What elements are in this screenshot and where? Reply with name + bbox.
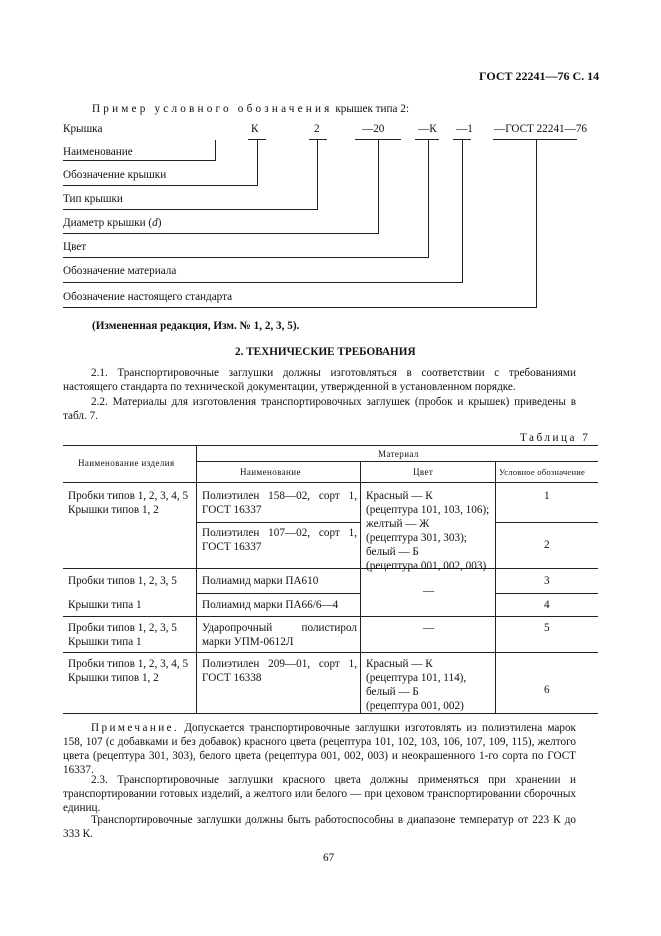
table-vline-2 [360,461,361,714]
th-item: Наименование изделия [78,458,175,468]
table-bottom-line [63,713,598,714]
cell-name-5: Ударопрочный полистирол марки УПМ-0612Л [202,622,357,648]
example-title [92,102,409,116]
token-type: 2 [314,123,320,135]
label-diameter [63,216,161,230]
token-color: —К [418,123,437,135]
leader-material-h [63,282,463,283]
row-sep-1-code [495,522,598,523]
th-material: Материал [378,449,419,459]
cell-name-6: Полиэтилен 209—01, сорт 1, ГОСТ 16338 [202,658,357,684]
row-sep-3-code [495,593,598,594]
cell-name-3: Полиамид марки ПА610 [202,575,319,587]
th-code: Условное обозначение [499,467,586,477]
token-k: К [251,123,259,135]
leader-standard-v [536,140,537,308]
label-standard: Обозначение настоящего стандарта [63,291,233,303]
table-header-bottom [63,482,598,483]
label-color: Цвет [63,241,87,253]
cell-code-1: 1 [544,490,550,502]
cell-color-6: Красный — К (рецептура 101, 114), белый — Б (рецептура 001, 002) [366,658,467,712]
diameter-symbol: d [152,217,158,229]
leader-k-v [257,140,258,186]
cell-item-6: Пробки типов 1, 2, 3, 4, 5 Крышки типов 1, 2 [68,658,189,684]
cell-code-3: 3 [544,575,550,587]
leader-material-v [462,140,463,283]
bar-type [309,139,327,140]
table-vline-3 [495,461,496,714]
cell-code-2: 2 [544,539,550,551]
cell-item-1: Пробки типов 1, 2, 3, 4, 5 Крышки типов 1, 2 [68,490,189,516]
example-suffix: крышек типа 2: [332,103,409,115]
token-diameter: —20 [362,123,385,135]
revision-note: (Измененная редакция, Изм. № 1, 2, 3, 5). [92,320,300,332]
leader-name-h [63,160,216,161]
cell-color-3-4: — [423,585,435,597]
th-name: Наименование [240,467,301,477]
table-vline-1 [196,445,197,714]
label-material: Обозначение материала [63,265,177,277]
page-header: ГОСТ 22241—76 С. 14 [479,69,600,83]
paragraph-2-2: 2.2. Материалы для изготовления транспортировочных заглушек (пробок и крышек) приведены в табл. 7. [63,396,576,422]
label-name: Наименование [63,146,133,158]
bar-standard [493,139,577,140]
row-sep-5 [63,652,598,653]
cell-name-2: Полиэтилен 107—02, сорт 1, ГОСТ 16337 [202,527,357,553]
cell-name-4: Полиамид марки ПА66/6—4 [202,599,339,611]
cell-name-1: Полиэтилен 158—02, сорт 1, ГОСТ 16337 [202,490,357,516]
table-caption: Таблица 7 [520,432,591,444]
cell-item-4: Крышки типа 1 [68,599,142,611]
page-number: 67 [323,852,335,864]
row-sep-1-name [196,522,361,523]
table-top-line [63,445,598,446]
row-sep-3-name [196,593,361,594]
token-material: —1 [456,123,473,135]
table-note [63,721,576,777]
section-title: 2. ТЕХНИЧЕСКИЕ ТРЕБОВАНИЯ [235,346,416,358]
cell-code-6: 6 [544,684,550,696]
note-text: Допускается транспортировочные заглушки изготовлять из полиэтилена марок 158, 107 (с добавками и без добавок) красного цвета (рецептура 101, 102, 103, 106, 107, 109, 115), желтого цвета (рецептура 301, 303), белого цвета (рецептура 001, 002, 003) и неокрашенного 1-го сорта по ГОСТ 16337. [63,722,576,776]
example-prefix: Пример условного обозначения [92,103,333,115]
paragraph-2-3: 2.3. Транспортировочные заглушки красного цвета должны применяться при хранении и транспортировании готовых изделий, а желтого или белого — при цеховом транспортировании сборочных единиц. [63,774,576,814]
cell-item-5: Пробки типов 1, 2, 3, 5 Крышки типа 1 [68,622,177,648]
cell-item-3: Пробки типов 1, 2, 3, 5 [68,575,177,587]
leader-type-h [63,209,318,210]
paragraph-2-3b: Транспортировочные заглушки должны быть работоспособны в диапазоне температур от 223 К до 333 К. [63,814,576,840]
cell-color-1-2: Красный — К (рецептура 101, 103, 106); желтый — Ж (рецептура 301, 303); белый — Б (рецептура 001, 002, 003) [366,490,490,572]
token-krishka: Крышка [63,123,103,135]
th-color: Цвет [413,467,434,477]
leader-type-v [317,140,318,210]
leader-color-v [428,140,429,258]
leader-k-h [63,185,258,186]
cell-code-5: 5 [544,622,550,634]
diameter-close: ) [157,217,162,229]
leader-diameter-v [378,140,379,234]
token-standard: —ГОСТ 22241—76 [494,123,588,135]
cell-color-5: — [423,622,435,634]
label-cover-type: Тип крышки [63,193,123,205]
paragraph-2-1: 2.1. Транспортировочные заглушки должны изготовляться в соответствии с требованиями настоящего стандарта по технической документации, утвержденной в установленном порядке. [63,367,576,393]
note-label: Примечание. [91,722,180,734]
leader-name-v [215,140,216,161]
row-sep-2 [63,568,598,569]
label-diameter-text: Диаметр крышки ( [63,217,153,229]
leader-diameter-h [63,233,379,234]
row-sep-4 [63,616,598,617]
leader-standard-h [63,307,537,308]
cell-code-4: 4 [544,599,550,611]
label-cover-code: Обозначение крышки [63,169,167,181]
bar-color [415,139,439,140]
table-material-divider [196,461,598,462]
leader-color-h [63,257,429,258]
